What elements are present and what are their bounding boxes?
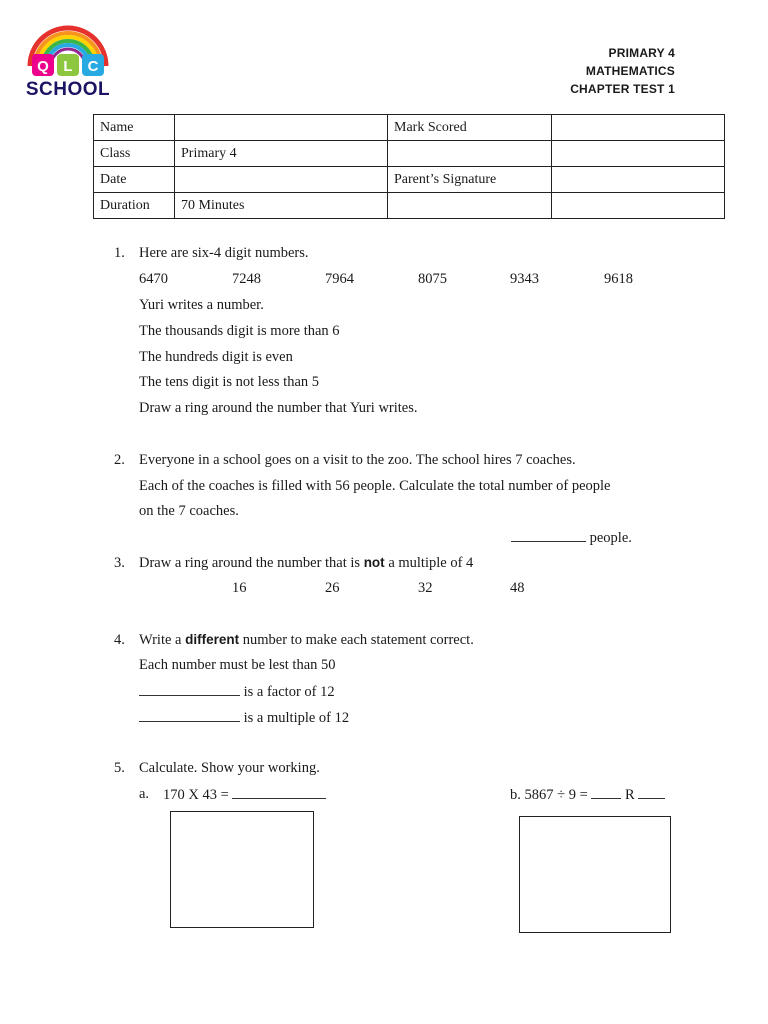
parent-signature-field[interactable] xyxy=(552,167,725,193)
table-cell xyxy=(388,193,552,219)
q2-line: on the 7 coaches. xyxy=(139,503,239,519)
q4-statement xyxy=(139,709,349,727)
table-cell: Mark Scored xyxy=(388,115,552,141)
q4-number: 4. xyxy=(114,632,125,648)
q4-blank-factor[interactable] xyxy=(139,683,240,696)
q3-text-after: a multiple of 4 xyxy=(384,555,474,571)
q5b-remainder-label: R xyxy=(625,787,635,803)
q3-option[interactable]: 48 xyxy=(510,580,525,596)
table-cell xyxy=(388,141,552,167)
q3-option[interactable]: 32 xyxy=(418,580,433,596)
q1-line: Draw a ring around the number that Yuri writes. xyxy=(139,400,418,416)
table-cell xyxy=(552,193,725,219)
q4-statement xyxy=(139,683,335,701)
q5b-working-box[interactable] xyxy=(519,816,671,933)
q2-line: Each of the coaches is filled with 56 people. Calculate the total number of people xyxy=(139,478,611,494)
header-level: PRIMARY 4 xyxy=(608,46,675,60)
table-cell: Date xyxy=(94,167,175,193)
q1-option[interactable]: 9343 xyxy=(510,271,539,287)
q1-option[interactable]: 7248 xyxy=(232,271,261,287)
logo-letter-c: C xyxy=(87,58,99,75)
table-row xyxy=(94,141,725,167)
table-cell: Class xyxy=(94,141,175,167)
q4-text-bold: different xyxy=(185,632,240,647)
q5b-expression: b. 5867 ÷ 9 = xyxy=(510,787,588,803)
q1-option[interactable]: 8075 xyxy=(418,271,447,287)
q4-factor-text: is a factor of 12 xyxy=(243,684,335,700)
date-field[interactable] xyxy=(175,167,388,193)
table-cell: Duration xyxy=(94,193,175,219)
q2-line: Everyone in a school goes on a visit to the zoo. The school hires 7 coaches. xyxy=(139,452,576,468)
table-row xyxy=(94,167,725,193)
q3-text xyxy=(139,555,473,572)
q5b-quotient-blank[interactable] xyxy=(591,786,621,799)
student-info-table xyxy=(93,114,725,219)
q5a-expression: 170 X 43 = xyxy=(163,787,229,803)
q5-number: 5. xyxy=(114,760,125,776)
q5a-question xyxy=(163,786,326,804)
q1-line: The thousands digit is more than 6 xyxy=(139,323,340,339)
q3-option[interactable]: 26 xyxy=(325,580,340,596)
q1-line: The tens digit is not less than 5 xyxy=(139,374,320,390)
table-row xyxy=(94,193,725,219)
q4-text xyxy=(139,632,474,649)
q5a-working-box[interactable] xyxy=(170,811,314,928)
q2-answer-blank[interactable] xyxy=(511,529,586,542)
q3-text-bold: not xyxy=(363,555,385,570)
q3-text-before: Draw a ring around the number that is xyxy=(139,555,364,571)
q4-text-after: number to make each statement correct. xyxy=(239,632,474,648)
table-row xyxy=(94,115,725,141)
logo-letter-q: Q xyxy=(37,58,49,75)
q5a-label: a. xyxy=(139,786,150,802)
table-cell: Primary 4 xyxy=(175,141,388,167)
q3-option[interactable]: 16 xyxy=(232,580,247,596)
q1-intro: Here are six-4 digit numbers. xyxy=(139,245,309,261)
table-cell xyxy=(552,141,725,167)
mark-scored-field[interactable] xyxy=(552,115,725,141)
q5a-answer-blank[interactable] xyxy=(232,786,326,799)
q4-blank-multiple[interactable] xyxy=(139,709,240,722)
q1-line: The hundreds digit is even xyxy=(139,349,293,365)
table-cell: 70 Minutes xyxy=(175,193,388,219)
school-logo xyxy=(24,22,112,98)
logo-letter-l: L xyxy=(63,58,73,75)
q1-option[interactable]: 9618 xyxy=(604,271,633,287)
logo-school-text: SCHOOL xyxy=(25,79,111,98)
q5b-remainder-blank[interactable] xyxy=(638,786,665,799)
q4-text-before: Write a xyxy=(139,632,186,648)
q1-option[interactable]: 6470 xyxy=(139,271,168,287)
table-cell: Parent’s Signature xyxy=(388,167,552,193)
table-cell: Name xyxy=(94,115,175,141)
q5-intro: Calculate. Show your working. xyxy=(139,760,320,776)
q3-number: 3. xyxy=(114,555,125,571)
q4-line: Each number must be lest than 50 xyxy=(139,657,336,673)
header-subject: MATHEMATICS xyxy=(585,64,675,78)
q2-answer-unit: people. xyxy=(589,530,632,546)
q1-number: 1. xyxy=(114,245,125,261)
q5b-question xyxy=(510,786,665,804)
header-test-title: CHAPTER TEST 1 xyxy=(570,82,675,96)
q4-multiple-text: is a multiple of 12 xyxy=(243,710,350,726)
q1-line: Yuri writes a number. xyxy=(139,297,264,313)
name-field[interactable] xyxy=(175,115,388,141)
q1-option[interactable]: 7964 xyxy=(325,271,354,287)
test-header xyxy=(570,44,675,98)
q2-answer xyxy=(511,529,632,547)
q2-number: 2. xyxy=(114,452,125,468)
